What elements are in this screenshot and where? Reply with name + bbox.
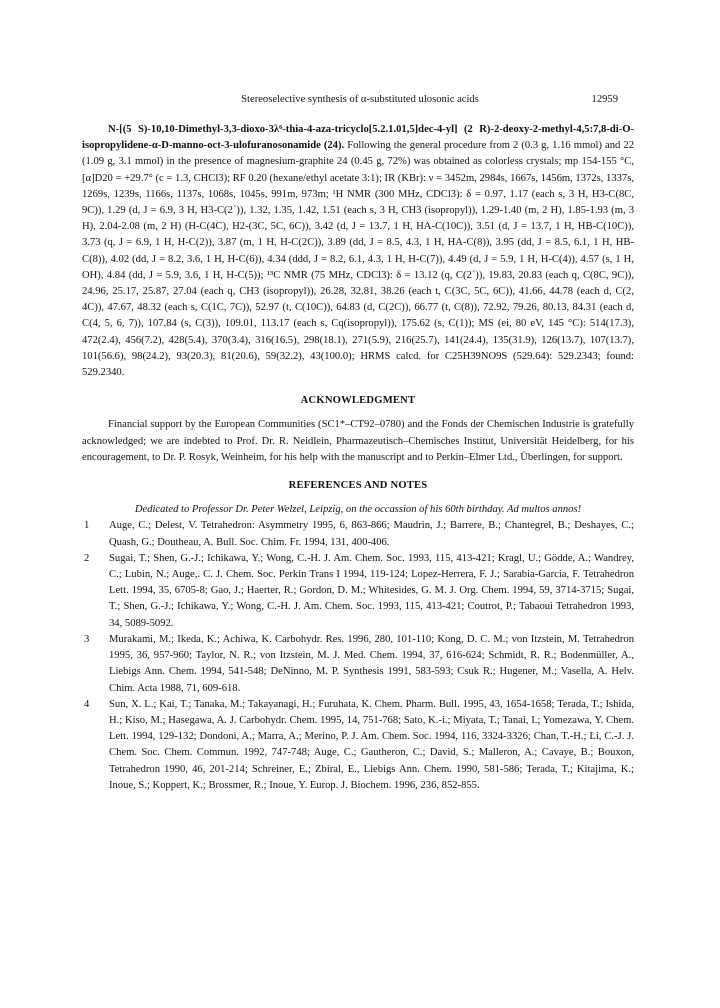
reference-item — [82, 551, 634, 632]
reference-text: Murakami, M.; Ikeda, K.; Achiwa, K. Carbohydr. Res. 1996, 280, 101-110; Kong, D. C. M.; von Itzstein, M. Tetrahedron 1995, 36, 957-960; Taylor, N. R.; von Itzstein, M. J. Med. Chem. 1994, 37, 616-624; Schmidt, R. R.; Bodenmüller, A., Liebigs Ann. Chem. 1994, 541-548; DeNinno, M. P. Synthesis 1991, 583-593; Csuk R.; Hugener, M.; Vasella, A. Helv. Chim. Acta 1988, 71, 609-618. — [109, 633, 634, 694]
compound-characterization: Following the general procedure from 2 (0.3 g, 1.16 mmol) and 22 (1.09 g, 3.1 mmol) in the presence of magnesium-graphite 24 (0.45 g, 72%) was obtained as colorless crystals; mp 154-155 °C, [α]D20 = +29.7° (c = 1.3, CHCl3); RF 0.20 (hexane/ethyl acetate 3:1); IR (KBr): ν = 3452m, 2984s, 1667s, 1456m, 1372s, 1337s, 1269s, 1239s, 1166s, 1137s, 1068s, 1045s, 991m, 973m; ¹H NMR (300 MHz, CDCl3): δ = 0.97, 1.17 (each s, 3 H, H3-C(8C, 9C)), 1.29 (d, J = 6.9, 3 H, H3-C(2´)), 1.32, 1.35, 1.42, 1.51 (each s, 3 H, CH3 (isopropyl)), 1.29-1.40 (m, 2 H), 1.85-1.93 (m, 3 H), 2.04-2.08 (m, 2 H) (H-C(4C), H2-(3C, 5C, 6C)), 3.42 (d, J = 13.7, 1 H, HA-C(10C)), 3.51 (d, J = 13.7, 1 H, HB-C(10C)), 3.73 (q, J = 6.9, 1 H, H-C(2)), 3.87 (m, 1 H, H-C(2C)), 3.89 (dd, J = 8.5, 4.3, 1 H, HA-C(8)), 3.95 (dd, J = 8.5, 6.1, 1 H, HB-C(8)), 4.02 (dd, J = 8.2, 3.6, 1 H, H-C(6)), 4.34 (ddd, J = 8.2, 6.1, 4.3, 1 H, H-C(7)), 4.49 (d, J = 5.9, 1 H, H-C(4)), 4.57 (s, 1 H, OH), 4.84 (dd, J = 5.9, 3.6, 1 H, H-C(5)); ¹³C NMR (75 MHz, CDCl3): δ = 13.12 (q, C(2´)), 19.83, 20.83 (each q, C(8C, 9C)), 24.96, 25.17, 25.87, 27.04 (each q, CH3 (isopropyl)), 26.28, 32.81, 38.26 (each t, C(3C, 5C, 6C)), 41.66, 44.78 (each d, C(2, 4C)), 47.67, 48.32 (each s, C(1C, 7C)), 52.97 (t, C(10C)), 64.83 (d, C(2C)), 66.77 (t, C(8)), 72.92, 79.26, 80.13, 84.31 (each d, C(4, 5, 6, 7)), 107.84 (s, C(3)), 109.01, 113.17 (each s, Cq(isopropyl)), 175.62 (s, C(1)); MS (ei, 80 eV, 145 °C): 514(17.3), 472(2.4), 456(7.2), 428(5.4), 370(3.4), 316(16.5), 298(18.1), 271(5.9), 216(25.7), 141(24.4), 135(31.9), 126(13.7), 107(13.7), 101(56.6), 98(24.2), 93(20.3), 81(20.6), 59(32.2), 43(100.0); HRMS calcd. for C25H39NO9S (529.64): 529.2343; found: 529.2340. — [82, 140, 634, 379]
reference-text: Sun, X. L.; Kai, T.; Tanaka, M.; Takayanagi, H.; Furuhata, K. Chem. Pharm. Bull. 1995, 43, 1654-1658; Terada, T.; Ishida, H.; Kiso, M.; Hasegawa, A. J. Carbohydr. Chem. 1995, 14, 751-768; Sato, K.-i.; Miyata, T.; Tanai, I.; Yomezawa, Y. Chem. Lett. 1994, 129-132; Dondoni, A.; Marra, A.; Merino, P. J. Am. Chem. Soc. 1994, 116, 3324-3326; Chan, T.-H.; Li, C.-J. J. Chem. Soc. Chem. Commun. 1992, 747-748; Auge, C.; Gautheron, C.; David, S.; Malleron, A.; Cavaye, B.; Bouxon, Tetrahedron 1990, 46, 201-214; Schreiner, E.; Zbiral, E., Liebigs Ann. Chem. 1990, 581-586; Terada, T.; Kitajima, K.; Inoue, S.; Koppert, K.; Brossmer, R.; Inoue, Y. Europ. J. Biochem. 1996, 236, 852-855. — [109, 698, 634, 791]
reference-number: 3 — [84, 633, 90, 645]
article-body — [82, 122, 634, 794]
reference-item — [82, 632, 634, 697]
reference-number: 1 — [84, 520, 90, 532]
reference-list — [82, 518, 634, 793]
dedication: Dedicated to Professor Dr. Peter Welzel, Leipzig, on the occassion of his 60th birthday. Ad multos annos! — [134, 504, 582, 516]
reference-number: 2 — [84, 552, 90, 564]
page-number: 12959 — [591, 94, 618, 105]
reference-item — [82, 518, 634, 550]
reference-text: Sugai, T.; Shen, G.-J.; Ichikawa, Y.; Wong, C.-H. J. Am. Chem. Soc. 1993, 115, 413-421; Kragl, U.; Gödde, A.; Wandrey, C.; Lubin, N.; Auge,. C. J. Chem. Soc. Perkin Trans I 1994, 119-124; Lopez-Herrera, F. J.; Sarabia-Garcia, F. Tetrahedron Lett. 1994, 35, 6705-8; Gao, J.; Haerter, R.; Gordon, D. M.; Whitesides, G. M. J. Org. Chem. 1994, 59, 3714-3715; Sugai, T.; Shen, G.-J.; Ichikawa, Y.; Wong, C.-H. J. Am. Chem. Soc. 1993, 115, 413-421; Coutrot, P.; Tabaoui Tetrahedron 1993, 34, 5089-5092. — [109, 552, 634, 629]
references-heading: REFERENCES AND NOTES — [288, 480, 428, 492]
reference-text: Auge, C.; Delest, V. Tetrahedron: Asymmetry 1995, 6, 863-866; Maudrin, J.; Barrere, B.; Chantegrel, B.; Deshayes, C.; Quash, G.; Doutheau, A. Bull. Soc. Chim. Fr. 1994, 131, 400-406. — [109, 520, 634, 548]
reference-item — [82, 697, 634, 794]
reference-number: 4 — [84, 698, 90, 710]
compound-paragraph — [82, 122, 634, 381]
acknowledgment-heading: ACKNOWLEDGMENT — [300, 395, 416, 407]
acknowledgment-text: Financial support by the European Communities (SC1*–CT92–0780) and the Fonds der Chemischen Industrie is gratefully acknowledged; we are indebted to Prof. Dr. R. Neidlein, Pharmazeutisch–Chemisches Institut, Universität Heidelberg, for his encouragement, to Dr. P. Rosyk, Weinheim, for his help with the manuscript and to Perkin–Elmer Ltd., Überlingen, for support. — [82, 419, 634, 463]
running-header-title: Stereoselective synthesis of α-substituted ulosonic acids — [241, 94, 479, 105]
compound-name: N-[(5 S)-10,10-Dimethyl-3,3-dioxo-3λ⁶-thia-4-aza-tricyclo[5.2.1.01,5]dec-4-yl] (2 R)-2-deoxy-2-methyl-4,5:7,8-di-O-isopropylidene-α-D-manno-oct-3-ulofuranosonamide (24). — [82, 124, 634, 152]
